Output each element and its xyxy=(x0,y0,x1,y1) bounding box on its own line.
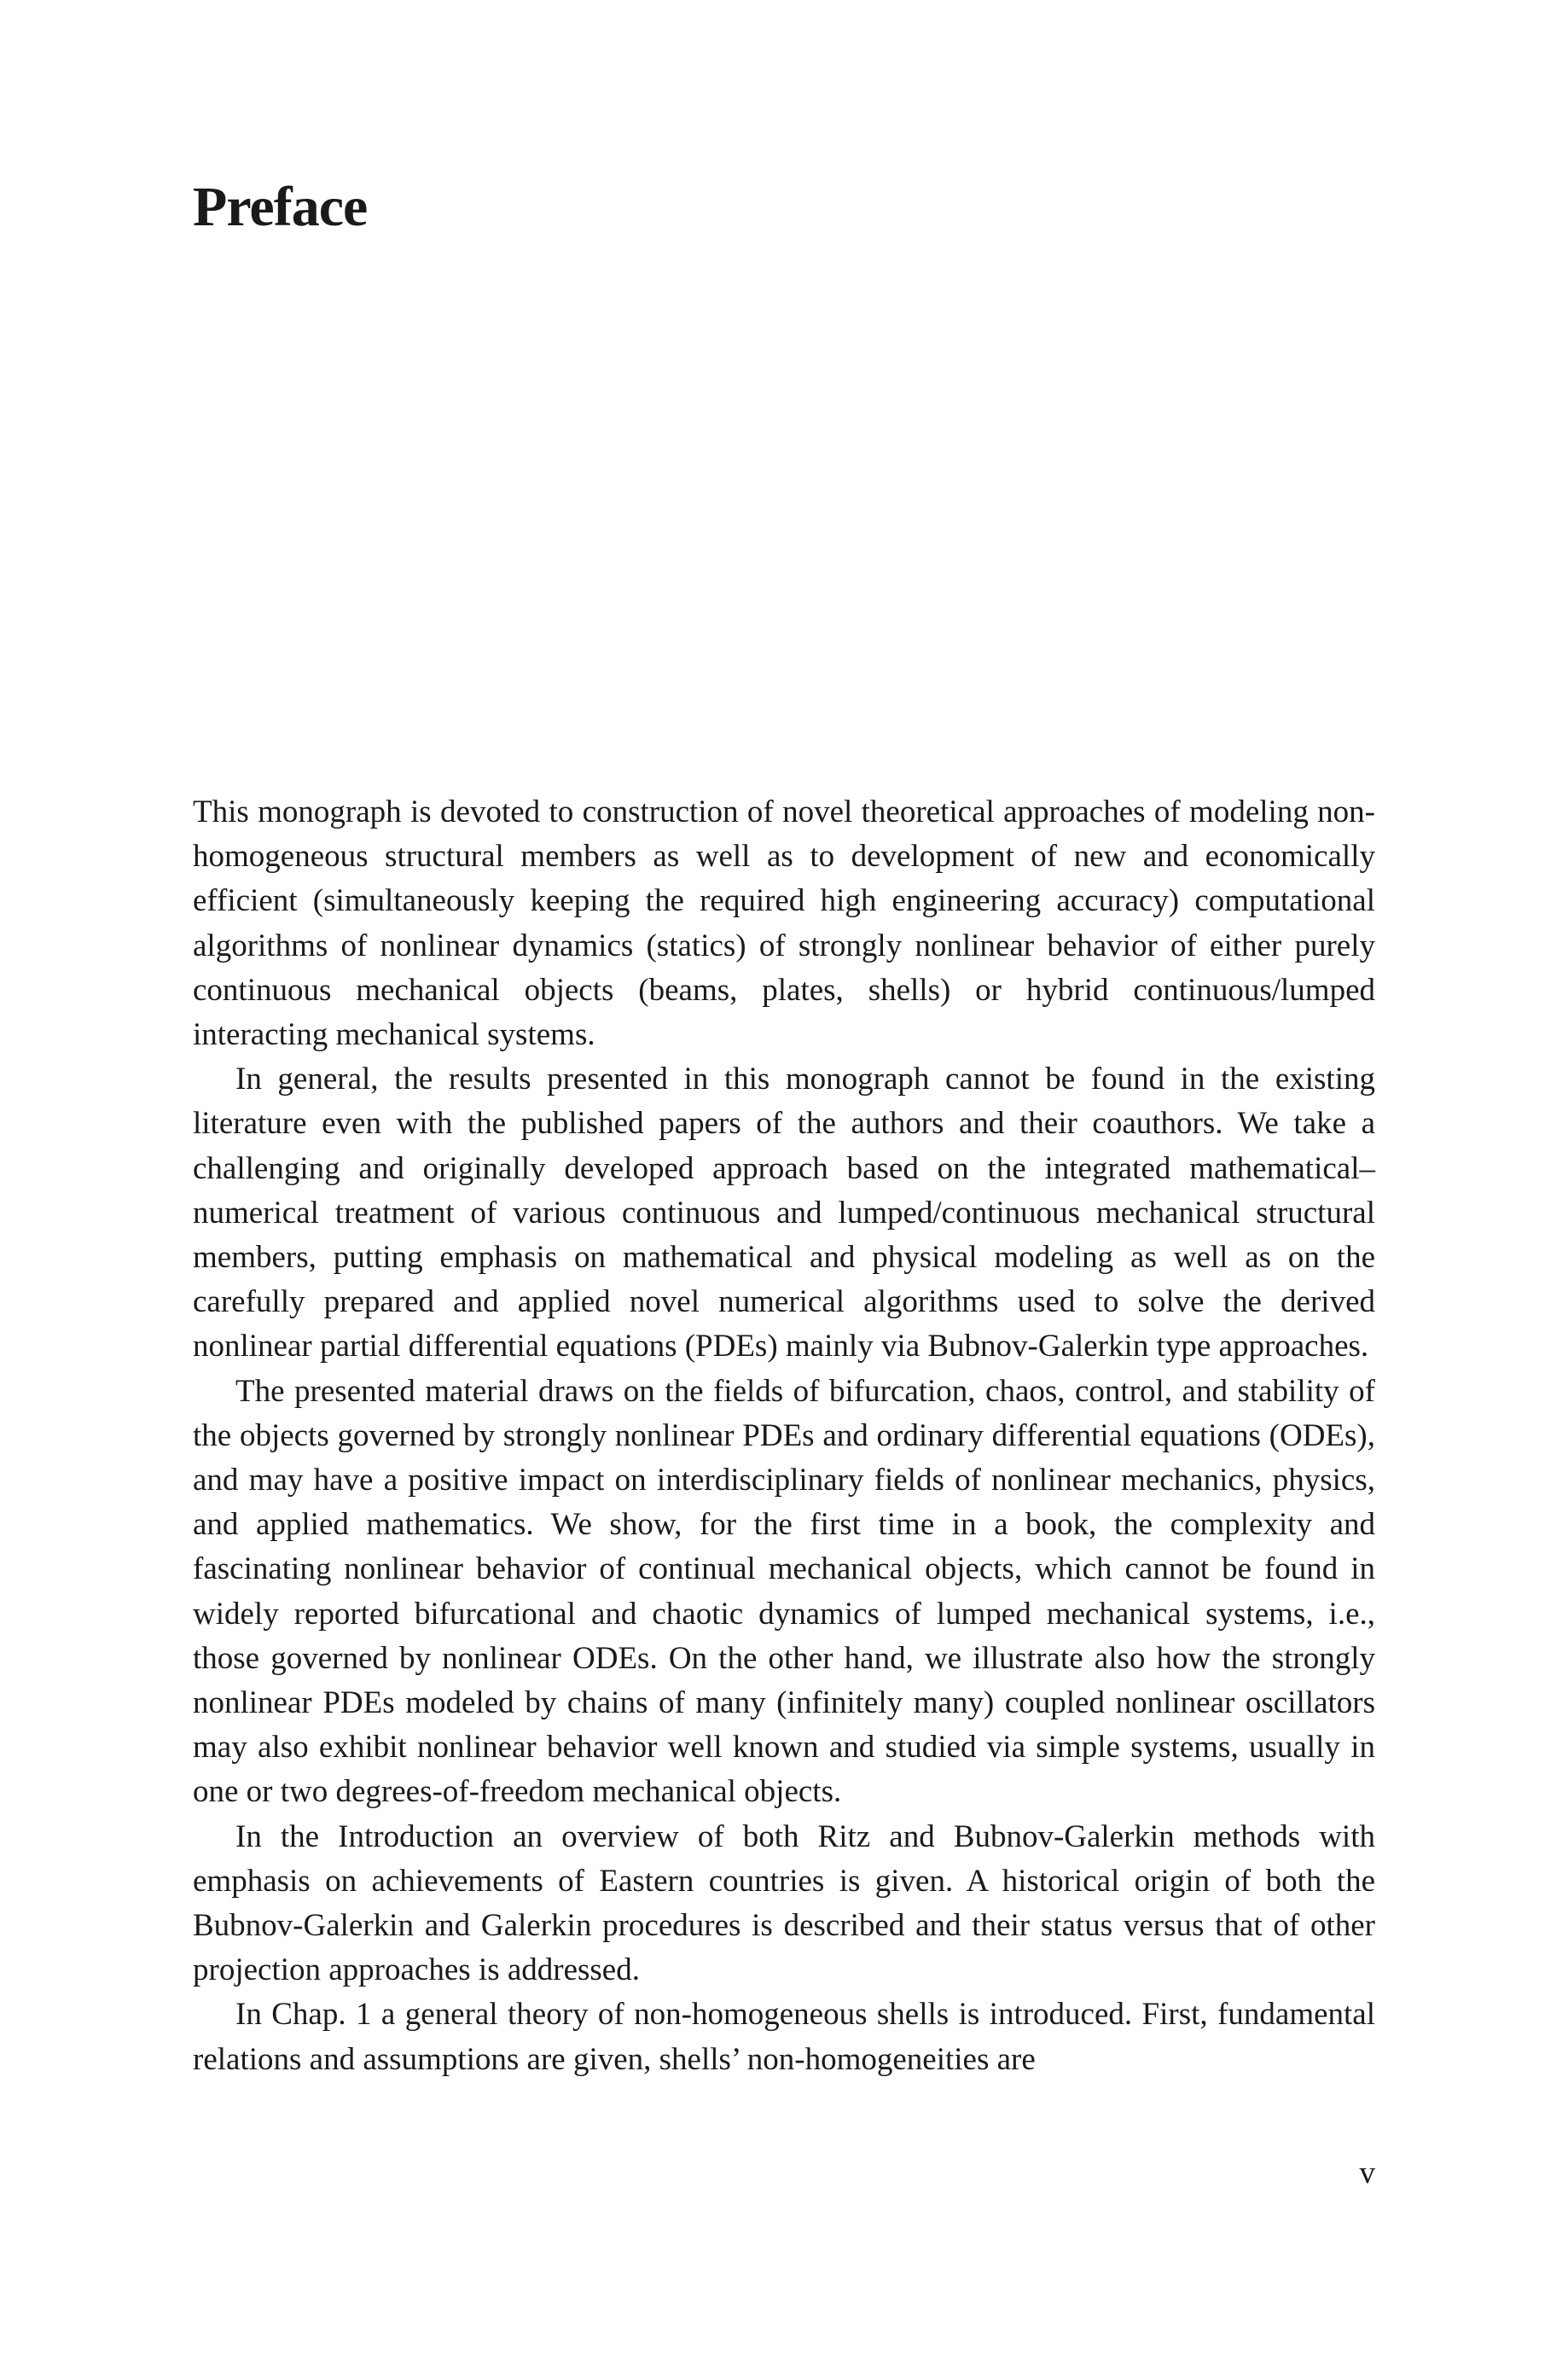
page-number: v xyxy=(1359,2156,1375,2191)
paragraph: In the Introduction an overview of both Ritz and Bubnov-Galerkin methods with emphasis on achievements of Eastern countries is given. A historical origin of both the Bubnov-Galerkin and Galerkin procedures is described and their status versus that of other projection approaches is addressed. xyxy=(193,1818,1375,1988)
paragraph: In general, the results presented in this monograph cannot be found in the existing literature even with the published papers of the authors and their coauthors. We take a challenging and originally developed approach based on the integrated mathematical–numerical treatment of various continuous and lumped/continuous mechanical structural members, putting emphasis on mathematical and physical modeling as well as on the carefully prepared and applied novel numerical algorithms used to solve the derived nonlinear partial differential equations (PDEs) mainly via Bubnov-Galerkin type approaches. xyxy=(193,1062,1375,1364)
paragraph: The presented material draws on the fields of bifurcation, chaos, control, and stability of the objects governed by strongly nonlinear PDEs and ordinary differential equations (ODEs), and may have a positive impact on interdisciplinary fields of nonlinear mechanics, physics, and applied mathematics. We show, for the first time in a book, the complexity and fascinating nonlinear behavior of continual mechanical objects, which cannot be found in widely reported bifurcational and chaotic dynamics of lumped mechanical systems, i.e., those governed by nonlinear ODEs. On the other hand, we illustrate also how the strongly nonlinear PDEs modeled by chains of many (infinitely many) coupled nonlinear oscillators may also exhibit nonlinear behavior well known and studied via simple systems, usually in one or two degrees-of-freedom mechanical objects. xyxy=(193,1373,1375,1810)
preface-body xyxy=(193,790,1375,2082)
paragraph: This monograph is devoted to construction of novel theoretical approaches of modeling non-homogeneous structural members as well as to development of new and economically efficient (simultaneously keeping the required high engineering accuracy) computational algorithms of nonlinear dynamics (statics) of strongly nonlinear behavior of either purely continuous mechanical objects (beams, plates, shells) or hybrid continuous/lumped interacting mechanical systems. xyxy=(193,794,1375,1053)
page-title: Preface xyxy=(193,176,368,238)
paragraph: In Chap. 1 a general theory of non-homogeneous shells is introduced. First, fundamental relations and assumptions are given, shells’ non-homogeneities are xyxy=(193,1997,1375,2077)
